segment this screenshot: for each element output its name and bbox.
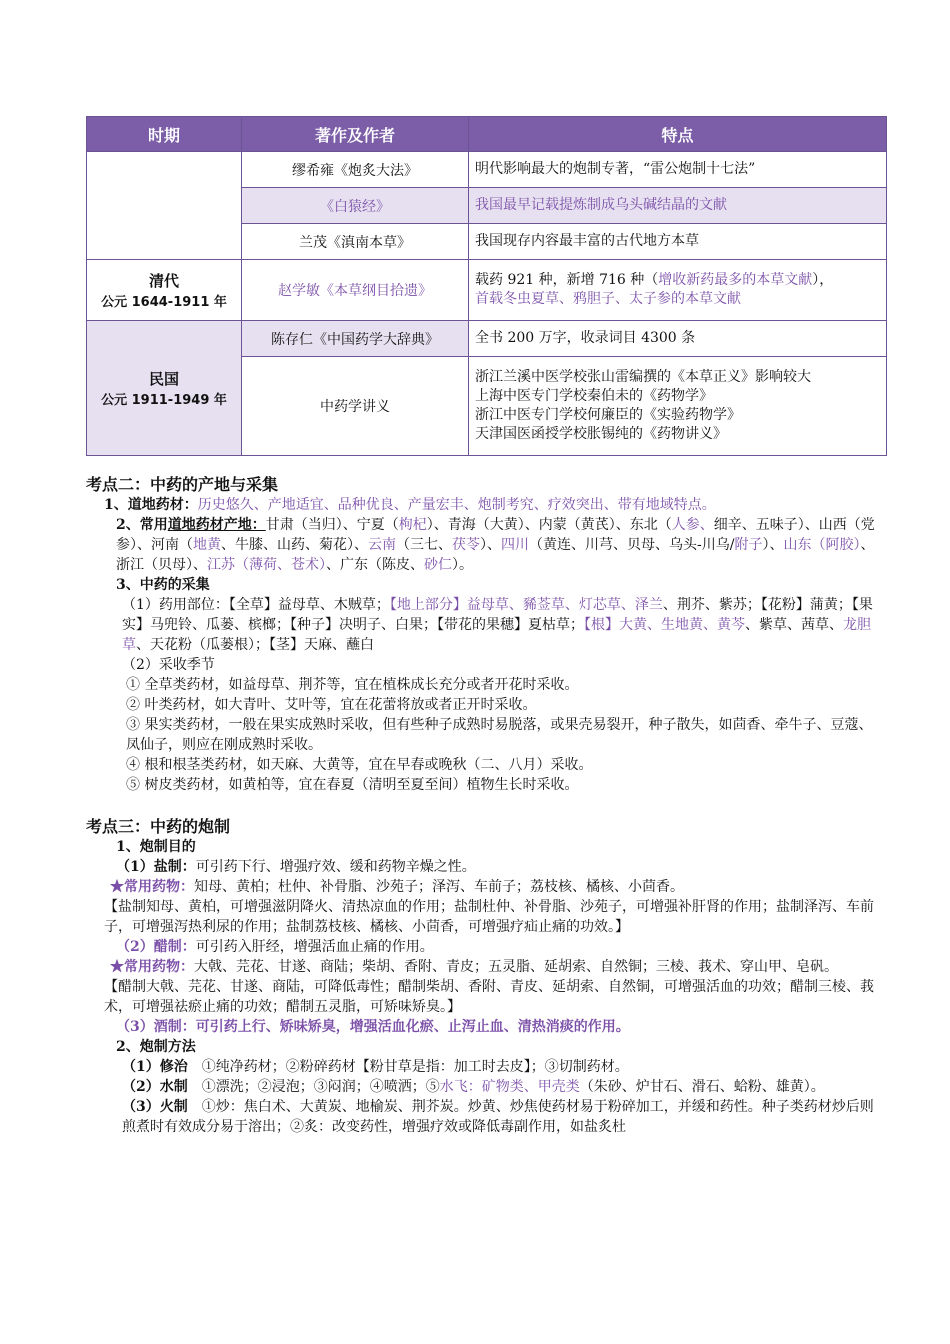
table-row xyxy=(87,260,887,321)
paragraph xyxy=(86,575,876,595)
text: 、广东（陈皮、 xyxy=(326,557,424,573)
text: 可引药下行、增强疗效、缓和药物辛燥之性。 xyxy=(195,859,476,875)
label: 2、常用 xyxy=(116,517,168,533)
text: 细辛、五味子）、山西（党参）、河南（ xyxy=(116,517,875,553)
text: ）、 xyxy=(480,537,501,553)
paragraph xyxy=(86,937,876,957)
highlight: 枸杞 xyxy=(398,517,427,533)
era-years: 公元 1644-1911 年 xyxy=(101,295,227,310)
feature-cell xyxy=(469,260,887,321)
feature-text: 载药 921 种，新增 716 种（ xyxy=(475,272,659,288)
text: （1）药用部位：【全草】益母草、木贼草； xyxy=(122,597,390,613)
header-work: 著作及作者 xyxy=(242,117,469,152)
feature-cell: 明代影响最大的炮制专著，“雷公炮制十七法” xyxy=(469,152,887,188)
text: ）、青海（大黄）、内蒙（黄芪）、东北（ xyxy=(426,517,672,533)
section-title: 考点三：中药的炮制 xyxy=(86,817,231,836)
text: 、天花粉（瓜蒌根）；【茎】天麻、蘸白 xyxy=(136,637,374,653)
highlight: 附子 xyxy=(734,537,763,553)
header-feature: 特点 xyxy=(469,117,887,152)
table-header-row xyxy=(87,117,887,152)
label: （2）醋制： xyxy=(116,939,196,955)
work-cell: 缪希雍《炮炙大法》 xyxy=(242,152,469,188)
paragraph xyxy=(86,1057,876,1077)
paragraph xyxy=(86,595,876,655)
highlight: 山东（阿胶） xyxy=(783,537,861,553)
paragraph xyxy=(86,957,876,977)
feature-text: ）， xyxy=(812,272,834,288)
text: 可引药入肝经，增强活血止痛的作用。 xyxy=(195,939,434,955)
era-years: 公元 1911-1949 年 xyxy=(101,393,227,408)
era-label: 清代 xyxy=(148,272,179,290)
highlight: 龙胆草 xyxy=(122,617,871,653)
list-item: ② 叶类药材，如大青叶、艾叶等，宜在花蕾将放或者正开时采收。 xyxy=(126,697,537,713)
text: 、牛膝、山药、菊花）、 xyxy=(221,537,368,553)
feature-line: 上海中医专门学校秦伯未的《药物学》 xyxy=(475,388,713,404)
highlight: 历史悠久、产地适宜、品种优良、产量宏丰、炮制考究、疗效突出、带有地域特点。 xyxy=(197,497,716,513)
herbal-history-table xyxy=(86,116,887,456)
text: 大戟、芫花、甘遂、商陆；柴胡、香附、青皮；五灵脂、延胡索、自然铜；三棱、莪术、穿山甲、皂矾。 xyxy=(194,959,838,975)
label: （1）盐制： xyxy=(116,859,196,875)
list-item: ④ 根和根茎类药材，如天麻、大黄等，宜在早春或晚秋（二、八月）采收。 xyxy=(126,757,593,773)
work-cell: 陈存仁《中国药学大辞典》 xyxy=(242,321,469,357)
text: ）。 xyxy=(452,557,473,573)
work-cell: 中药学讲义 xyxy=(242,357,469,456)
feature-cell: 我国最早记载提炼制成乌头碱结晶的文献 xyxy=(469,188,887,224)
text: 甘肃（当归）、宁夏（ xyxy=(265,517,399,533)
label: 1、道地药材： xyxy=(104,497,198,513)
paragraph xyxy=(86,515,876,575)
paragraph xyxy=(86,1077,876,1097)
highlight: 【地上部分】益母草、豨莶草、灯芯草、泽兰 xyxy=(389,597,663,613)
feature-line: 浙江中医专门学校何廉臣的《实验药物学》 xyxy=(475,407,741,423)
label: ★常用药物： xyxy=(110,879,194,895)
text: 、浙江（贝母）、 xyxy=(116,537,875,573)
era-label: 民国 xyxy=(148,370,179,388)
period-cell-qing xyxy=(87,260,242,321)
highlight: 砂仁 xyxy=(424,557,452,573)
period-cell-minguo xyxy=(87,321,242,456)
text: （三七、 xyxy=(396,537,452,553)
document-body xyxy=(86,475,876,1137)
paragraph xyxy=(86,1017,876,1037)
highlight: 水飞：矿物类、甲壳类 xyxy=(439,1079,580,1095)
label: （1）修治 xyxy=(122,1059,188,1075)
text: ）、 xyxy=(762,537,784,553)
feature-line: 浙江兰溪中医学校张山雷编撰的《本草正义》影响较大 xyxy=(475,369,811,385)
feature-cell: 全书 200 万字，收录词目 4300 条 xyxy=(469,321,887,357)
list-item: ① 全草类药材，如益母草、荆芥等，宜在植株成长充分或者开花时采收。 xyxy=(126,677,579,693)
text: ①漂洗；②浸泡；③闷润；④喷洒；⑤ xyxy=(201,1079,440,1095)
paragraph: 【盐制知母、黄柏，可增强滋阴降火、清热凉血的作用；盐制杜仲、补骨脂、沙苑子，可增强补肝肾的作用；盐制泽泻、车前子，可增强泻热利尿的作用；盐制荔枝核、橘核、小茴香，可增强疗疝止痛的功效。】 xyxy=(104,899,874,935)
label: 2、炮制方法 xyxy=(116,1039,196,1055)
label: （2）水制 xyxy=(122,1079,188,1095)
feature-highlight: 首载冬虫夏草、鸦胆子、太子参的本草文献 xyxy=(475,291,741,307)
label: （3）火制 xyxy=(122,1099,188,1115)
paragraph xyxy=(86,495,876,515)
feature-line: 天津国医函授学校胀锡纯的《药物讲义》 xyxy=(475,426,727,442)
table-row xyxy=(87,321,887,357)
paragraph-parts xyxy=(122,597,873,653)
paragraph xyxy=(86,837,876,857)
text: ①炒：焦白术、大黄炭、地榆炭、荆芥炭。炒黄、炒焦使药材易于粉碎加工，并缓和药性。种子类药材炒后则煎煮时有效成分易于溶出；②炙：改变药性，增强疗效或降低毒副作用，如盐炙杜 xyxy=(122,1099,874,1135)
highlight: 云南 xyxy=(368,537,396,553)
work-cell: 《白猿经》 xyxy=(242,188,469,224)
label: ★常用药物： xyxy=(110,959,194,975)
highlight: 四川 xyxy=(501,537,529,553)
highlight: （3）酒制：可引药上行、矫味矫臭，增强活血化瘀、止泻止血、清热消痰的作用。 xyxy=(116,1019,630,1035)
highlight: 地黄 xyxy=(193,537,221,553)
text: 、紫草、茜草、 xyxy=(745,617,843,633)
paragraph xyxy=(86,1097,876,1137)
work-cell: 兰茂《滇南本草》 xyxy=(242,224,469,260)
header-period: 时期 xyxy=(87,117,242,152)
feature-cell: 我国现存内容最丰富的古代地方本草 xyxy=(469,224,887,260)
paragraph: （2）采收季节 xyxy=(122,657,215,673)
feature-highlight: 增收新药最多的本草文献 xyxy=(658,272,813,288)
label: 3、中药的采集 xyxy=(116,577,210,593)
table-row xyxy=(87,152,887,188)
text: 知母、黄柏；杜仲、补骨脂、沙苑子；泽泻、车前子；荔枝核、橘核、小茴香。 xyxy=(194,879,684,895)
text: 、荆芥、紫苏；【花粉】蒲黄；【果实】马兜铃、瓜蒌、槟榔；【种子】决明子、白果；【带花的果穗】夏枯草； xyxy=(122,597,873,633)
label: 道地药材产地： xyxy=(167,517,266,533)
text: （黄连、川芎、贝母、乌头-川乌/ xyxy=(529,537,735,553)
highlight: 人参、 xyxy=(671,517,714,533)
text: （朱砂、炉甘石、滑石、蛤粉、雄黄）。 xyxy=(579,1079,825,1095)
work-cell: 赵学敏《本草纲目拾遗》 xyxy=(242,260,469,321)
paragraph xyxy=(86,1037,876,1057)
feature-cell xyxy=(469,357,887,456)
highlight: 【根】大黄、生地黄、黄芩 xyxy=(584,617,745,633)
list-item: ③ 果实类药材，一般在果实成熟时采收，但有些种子成熟时易脱落，或果壳易裂开，种子散失，如茴香、牵牛子、豆蔻、凤仙子，则应在刚成熟时采收。 xyxy=(126,717,873,753)
paragraph xyxy=(86,877,876,897)
period-cell-ming xyxy=(87,152,242,260)
paragraph xyxy=(86,857,876,877)
paragraph: 【醋制大戟、芫花、甘遂、商陆，可降低毒性；醋制柴胡、香附、青皮、延胡索、自然铜，可增强活血的功效；醋制三棱、莪术，可增强祛瘀止痛的功效；醋制五灵脂，可矫味矫臭。】 xyxy=(104,979,874,1015)
highlight: 茯苓 xyxy=(452,537,480,553)
highlight: 江苏（薄荷、苍术） xyxy=(207,557,326,573)
label: 1、炮制目的 xyxy=(116,839,196,855)
list-item: ⑤ 树皮类药材，如黄柏等，宜在春夏（清明至夏至间）植物生长时采收。 xyxy=(126,777,579,793)
section-title: 考点二：中药的产地与采集 xyxy=(86,475,279,494)
text: ①纯净药材；②粉碎药材【粉甘草是指：加工时去皮】；③切制药材。 xyxy=(201,1059,629,1075)
